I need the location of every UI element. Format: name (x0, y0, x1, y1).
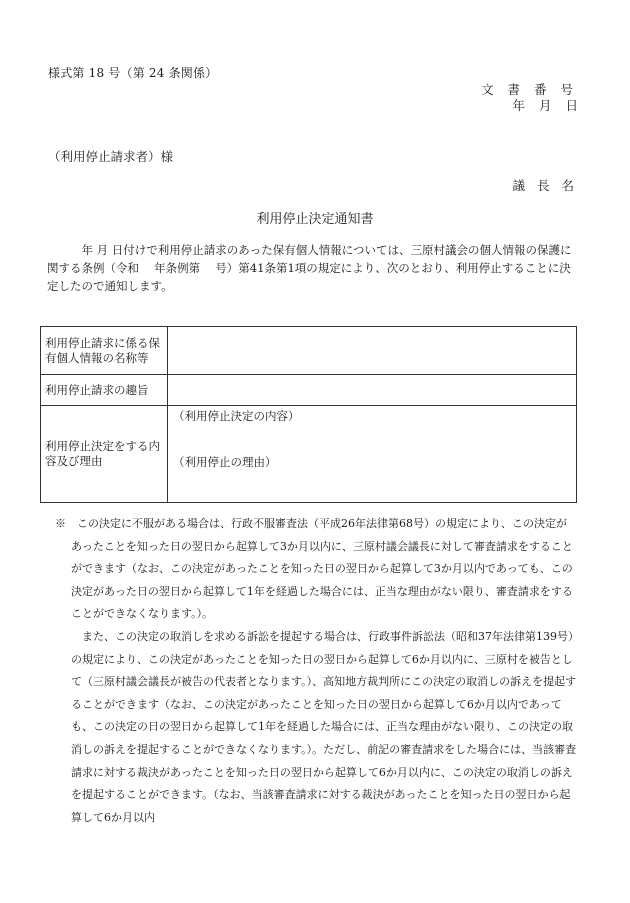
intro-paragraph: 年 月 日付けで利用停止請求のあった保有個人情報については、三原村議会の個人情報の保護に関する条例（令和 年条例第 号）第41条第1項の規定により、次のとおり、利用停止することに決定したので通知します。 (47, 243, 572, 293)
form-number: 様式第 18 号（第 24 条関係） (48, 66, 218, 80)
document-date: 年 月 日 (512, 98, 578, 113)
sender-name: 議 長 名 (512, 178, 578, 193)
notes-section (47, 513, 577, 829)
appeal-note: ※ この決定に不服がある場合は、行政不服審査法（平成26年法律第68号）の規定により、この決定があったことを知った日の翌日から起算して3か月以内に、三原村議会議長に対して審査請求をすることができます（なお、この決定があったことを知った日の翌日から起算して3か月以内であっても、この決定があった日の翌日から起算して1年を経過した場合には、正当な理由がない限り、審査請求をすることができなくなります。）。 (55, 517, 573, 621)
table-row (41, 327, 577, 375)
recipient-name: （利用停止請求者）様 (48, 149, 174, 164)
document-number: 文 書 番 号 (481, 82, 578, 97)
row-label-information-name: 利用停止請求に係る保有個人情報の名称等 (41, 327, 168, 375)
document-title: 利用停止決定通知書 (256, 212, 374, 227)
lawsuit-note: また、この決定の取消しを求める訴訟を提起する場合は、行政事件訴訟法（昭和37年法律第139号）の規定により、この決定があったことを知った日の翌日から起算して6か月以内に、三原村を被告として（三原村議会議長が被告の代表者となります。）、高知地方裁判所にこの決定の取消しの訴えを提起することができます（なお、この決定があったことを知った日の翌日から起算して6か月以内であっても、この決定の日の翌日から起算して1年を経過した場合には、正当な理由がない限り、この決定の取消しの訴えを提起することができなくなります。）。ただし、前記の審査請求をした場合には、当該審査請求に対する裁決があったことを知った日の翌日から起算して6か月以内に、この決定の取消しの訴えを提起することができます。（なお、当該審査請求に対する裁決があったことを知った日の翌日から起算して6か月以内 (71, 629, 577, 824)
decision-reason-label: （利用停止の理由） (173, 455, 277, 469)
info-table (40, 326, 577, 503)
table-row (41, 406, 577, 503)
table-row (41, 375, 577, 406)
row-label-decision-reason: 利用停止決定をする内容及び理由 (41, 406, 168, 503)
row-value-decision-reason (168, 406, 577, 503)
row-value-information-name (168, 327, 577, 375)
row-value-request-purpose (168, 375, 577, 406)
row-label-request-purpose: 利用停止請求の趣旨 (41, 375, 168, 406)
decision-content-label: （利用停止決定の内容） (173, 409, 300, 423)
